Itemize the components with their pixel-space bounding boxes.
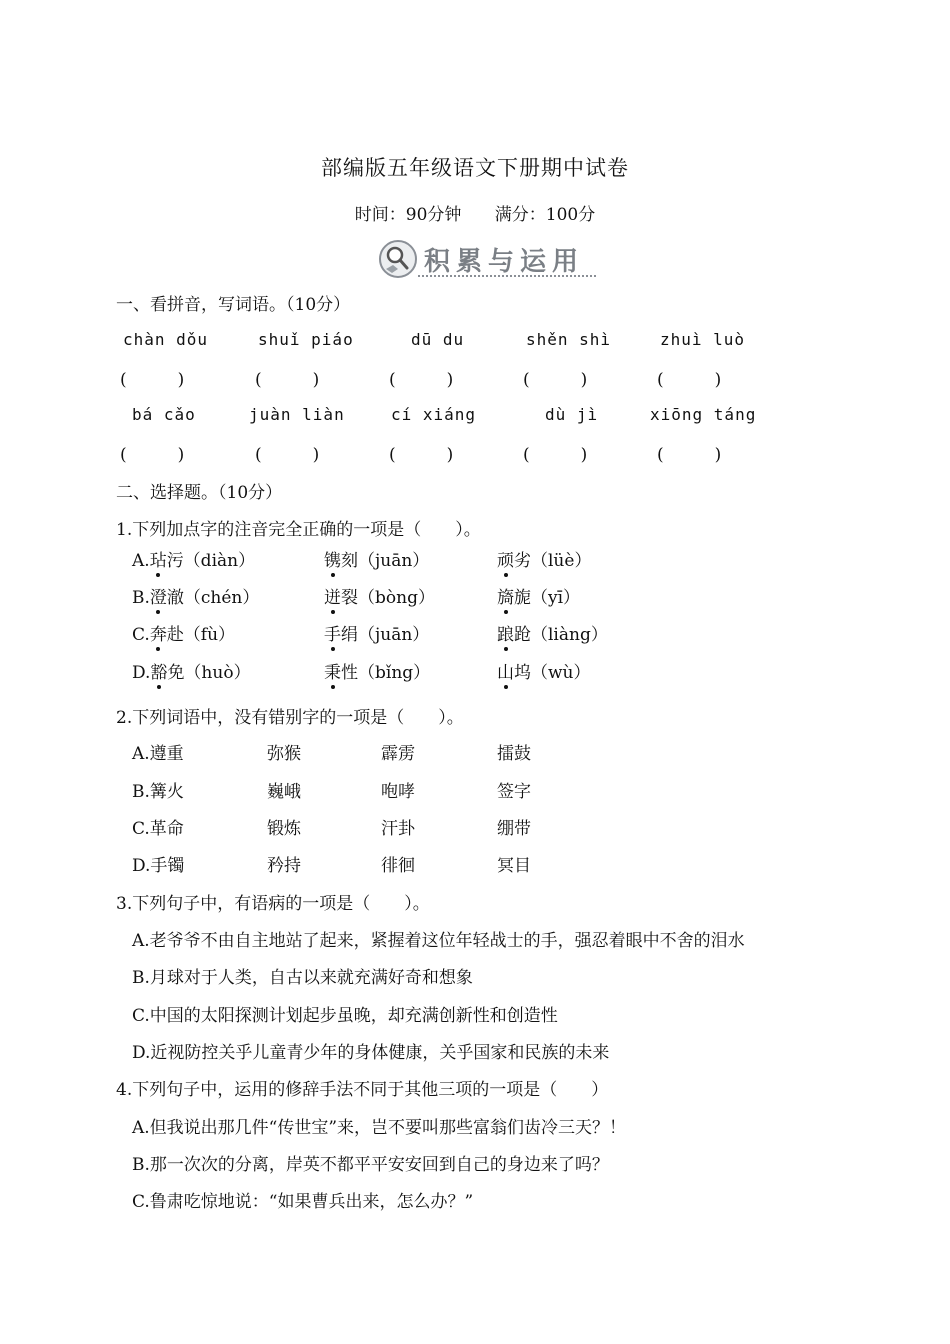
q2-word: 签字 xyxy=(497,782,531,802)
option-letter: A. xyxy=(132,551,150,571)
q3-option-a[interactable]: A.老爷爷不由自主地站了起来，紧握着这位年轻战士的手，强忍着眼中不舍的泪水 xyxy=(132,931,745,951)
pinyin-item: cí xiáng xyxy=(391,405,477,424)
section1-heading: 一、看拼音，写词语。（10分） xyxy=(116,295,351,315)
q2-word: 冥目 xyxy=(497,856,531,876)
pinyin-item: chàn dǒu xyxy=(123,330,209,349)
banner-title: 积累与运用 xyxy=(424,246,585,277)
dotted-char: 豁 xyxy=(150,663,168,683)
option-text: 污（diàn） xyxy=(166,551,256,571)
magnifier-book-icon xyxy=(378,239,418,279)
q2-word: 擂鼓 xyxy=(497,744,531,764)
q3-option-c[interactable]: C.中国的太阳探测计划起步虽晚，却充满创新性和创造性 xyxy=(132,1006,558,1026)
pinyin-item: shuǐ piáo xyxy=(258,330,354,349)
option-text: 免（huò） xyxy=(167,663,251,683)
answer-blank[interactable]: ( ) xyxy=(120,370,185,390)
dotted-char: 澄 xyxy=(149,588,167,608)
option-text: 裂（bòng） xyxy=(341,588,435,608)
dotted-char: 迸 xyxy=(324,588,341,608)
q1-option-c-word2 xyxy=(324,620,429,645)
q2-word: 巍峨 xyxy=(267,782,301,802)
section-banner xyxy=(378,238,584,280)
pinyin-item: dù jì xyxy=(545,405,599,424)
pinyin-item: juàn liàn xyxy=(249,405,345,424)
question-1-stem: 1.下列加点字的注音完全正确的一项是（ ）。 xyxy=(116,520,481,540)
q2-option-c[interactable]: C.革命 xyxy=(132,819,184,839)
q2-option-d[interactable]: D.手镯 xyxy=(132,856,185,876)
q2-word: 绷带 xyxy=(497,819,531,839)
dotted-char: 顽 xyxy=(497,551,514,571)
q1-option-d[interactable] xyxy=(132,658,251,683)
answer-blank[interactable]: ( ) xyxy=(523,445,588,465)
dotted-char: 秉 xyxy=(324,663,341,683)
option-text: 坞（wù） xyxy=(514,663,591,683)
pinyin-item: shěn shì xyxy=(526,330,612,349)
dotted-char: 奔 xyxy=(149,625,167,645)
banner-dotted-line xyxy=(418,275,596,277)
q4-option-a[interactable]: A.但我说出那几件“传世宝”来，岂不要叫那些富翁们齿冷三天？！ xyxy=(132,1118,627,1138)
answer-blank[interactable]: ( ) xyxy=(657,370,722,390)
option-text: 赴（fù） xyxy=(166,625,236,645)
q1-option-c-word3 xyxy=(497,620,608,645)
option-text: 刻（juān） xyxy=(341,551,430,571)
exam-meta xyxy=(0,200,950,225)
q2-word: 矜持 xyxy=(267,856,301,876)
q1-option-a-word2 xyxy=(324,546,429,571)
pinyin-item: bá cǎo xyxy=(132,405,196,424)
q1-option-b-word2 xyxy=(324,583,435,608)
section2-heading: 二、选择题。（10分） xyxy=(116,483,283,503)
option-text: 绢（juān） xyxy=(341,625,430,645)
q2-option-a[interactable]: A.遵重 xyxy=(132,744,184,764)
option-text: 性（bǐng） xyxy=(341,663,431,683)
dotted-char: 山 xyxy=(497,663,514,683)
q4-option-b[interactable]: B.那一次次的分离，岸英不都平平安安回到自己的身边来了吗？ xyxy=(132,1155,609,1175)
option-text: 跄（liàng） xyxy=(514,625,608,645)
q1-option-a-word3 xyxy=(497,546,591,571)
option-letter: D. xyxy=(132,663,151,683)
q2-word: 汗卦 xyxy=(381,819,415,839)
q2-word: 咆哮 xyxy=(381,782,415,802)
question-3-stem: 3.下列句子中，有语病的一项是（ ）。 xyxy=(116,894,430,914)
option-letter: B. xyxy=(132,588,150,608)
q2-word: 锻炼 xyxy=(267,819,301,839)
option-letter: C. xyxy=(132,625,150,645)
answer-blank[interactable]: ( ) xyxy=(523,370,588,390)
option-text: 劣（lüè） xyxy=(514,551,592,571)
q1-option-d-word2 xyxy=(324,658,430,683)
pinyin-item: zhuì luò xyxy=(660,330,746,349)
answer-blank[interactable]: ( ) xyxy=(389,370,454,390)
dotted-char: 踉 xyxy=(497,625,514,645)
option-text: 旎（yī） xyxy=(514,588,581,608)
answer-blank[interactable]: ( ) xyxy=(255,445,320,465)
question-2-stem: 2.下列词语中，没有错别字的一项是（ ）。 xyxy=(116,708,464,728)
full-score: 满分：100分 xyxy=(494,205,596,225)
dotted-char: 手 xyxy=(324,625,341,645)
pinyin-item: dū du xyxy=(411,330,465,349)
time-limit: 时间：90分钟 xyxy=(354,205,462,225)
q1-option-b-word3 xyxy=(497,583,580,608)
q3-option-b[interactable]: B.月球对于人类，自古以来就充满好奇和想象 xyxy=(132,968,473,988)
dotted-char: 旖 xyxy=(497,588,514,608)
q1-option-d-word3 xyxy=(497,658,591,683)
q1-option-c[interactable] xyxy=(132,620,235,645)
q4-option-c[interactable]: C.鲁肃吃惊地说：“如果曹兵出来，怎么办？” xyxy=(132,1192,474,1212)
q2-option-b[interactable]: B.篝火 xyxy=(132,782,184,802)
option-text: 澈（chén） xyxy=(166,588,260,608)
q1-option-b[interactable] xyxy=(132,583,259,608)
answer-blank[interactable]: ( ) xyxy=(389,445,454,465)
q1-option-a[interactable] xyxy=(132,546,255,571)
answer-blank[interactable]: ( ) xyxy=(255,370,320,390)
dotted-char: 镌 xyxy=(324,551,341,571)
question-4-stem: 4.下列句子中，运用的修辞手法不同于其他三项的一项是（ ） xyxy=(116,1080,609,1100)
q3-option-d[interactable]: D.近视防控关乎儿童青少年的身体健康，关乎国家和民族的未来 xyxy=(132,1043,610,1063)
q2-word: 弥猴 xyxy=(267,744,301,764)
dotted-char: 玷 xyxy=(149,551,167,571)
answer-blank[interactable]: ( ) xyxy=(657,445,722,465)
q2-word: 霹雳 xyxy=(381,744,415,764)
answer-blank[interactable]: ( ) xyxy=(120,445,185,465)
q2-word: 徘徊 xyxy=(381,856,415,876)
pinyin-item: xiōng táng xyxy=(650,405,757,424)
exam-title: 部编版五年级语文下册期中试卷 xyxy=(321,156,629,180)
